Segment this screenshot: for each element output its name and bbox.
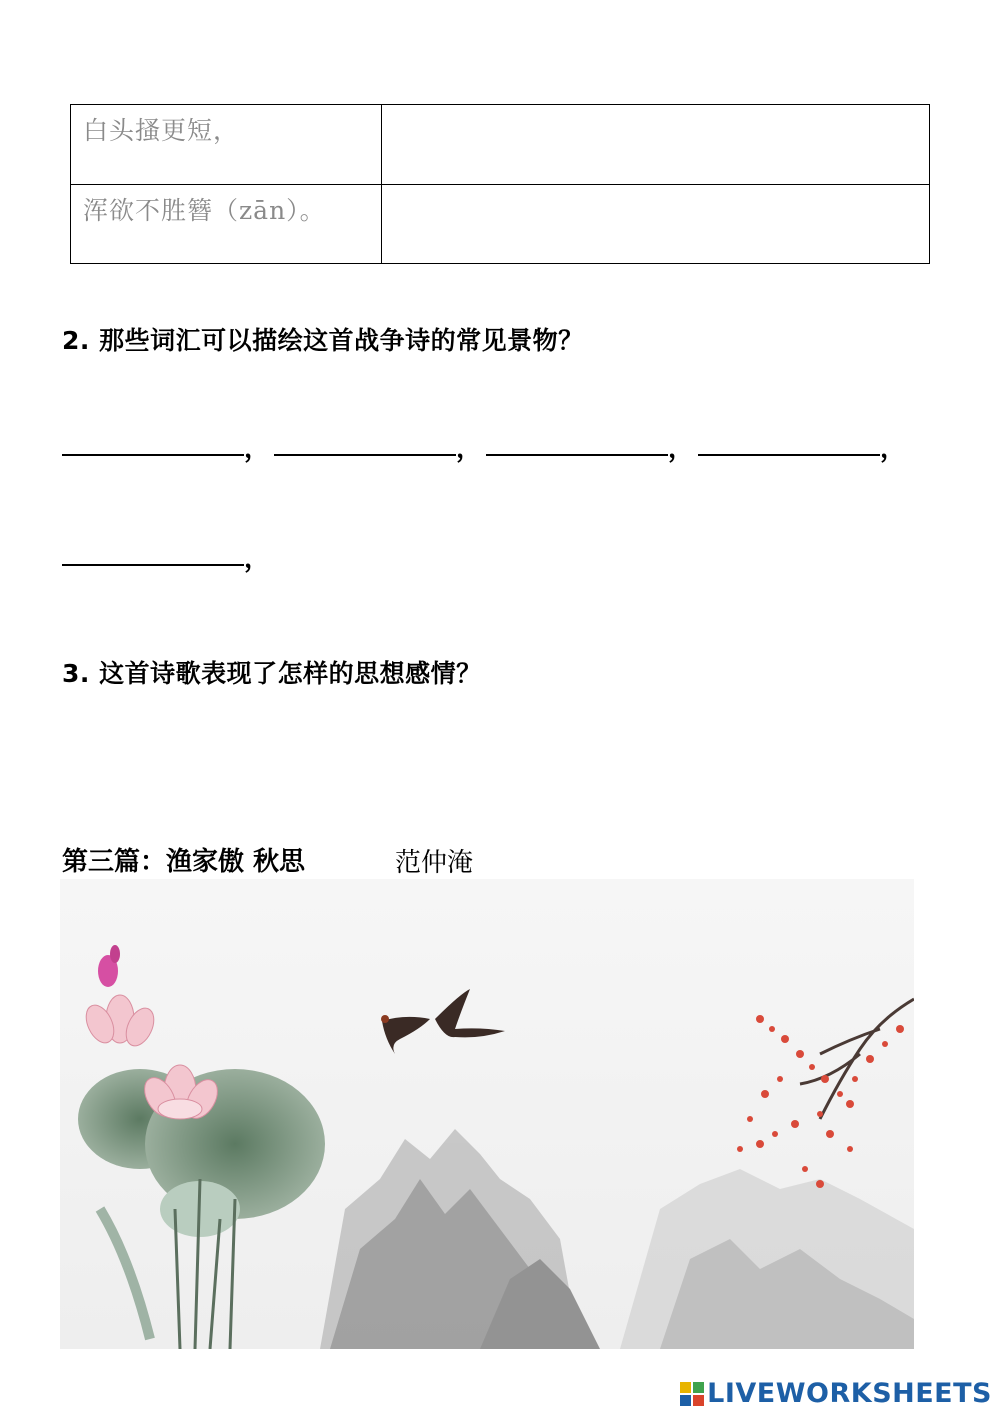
poem-line-cell [71,184,382,264]
landscape-painting [60,879,914,1349]
comma-separator: ， [244,434,271,464]
answer-blank[interactable] [62,426,244,456]
blank-row-2 [62,536,274,574]
liveworksheets-watermark [679,1378,992,1409]
poem-table [70,104,930,264]
blank-row-1 [62,426,910,464]
section-title: 第三篇：渔家傲 秋思 [62,847,306,877]
comma-separator: ， [880,434,907,464]
table-row [71,184,930,264]
answer-input[interactable] [394,111,933,173]
answer-blank[interactable] [698,426,880,456]
comma-separator: ， [244,544,271,574]
answer-input[interactable] [394,191,933,253]
poem-line: 白头搔更短， [83,116,240,145]
answer-cell [382,184,930,264]
poem-line-cell [71,105,382,185]
liveworksheets-logo-icon [679,1381,705,1407]
poem-author: 范仲淹 [395,848,474,878]
answer-blank[interactable] [62,536,244,566]
poem-line: 浑欲不胜簪（zān）。 [83,195,326,225]
answer-cell [382,105,930,185]
question-3: 3. 这首诗歌表现了怎样的思想感情？ [62,659,482,688]
question-2: 2. 那些词汇可以描绘这首战争诗的常见景物？ [62,326,584,355]
comma-separator: ， [456,434,483,464]
watermark-text: LIVEWORKSHEETS [707,1378,992,1409]
answer-blank[interactable] [274,426,456,456]
table-row [71,105,930,185]
answer-blank[interactable] [486,426,668,456]
comma-separator: ， [668,434,695,464]
